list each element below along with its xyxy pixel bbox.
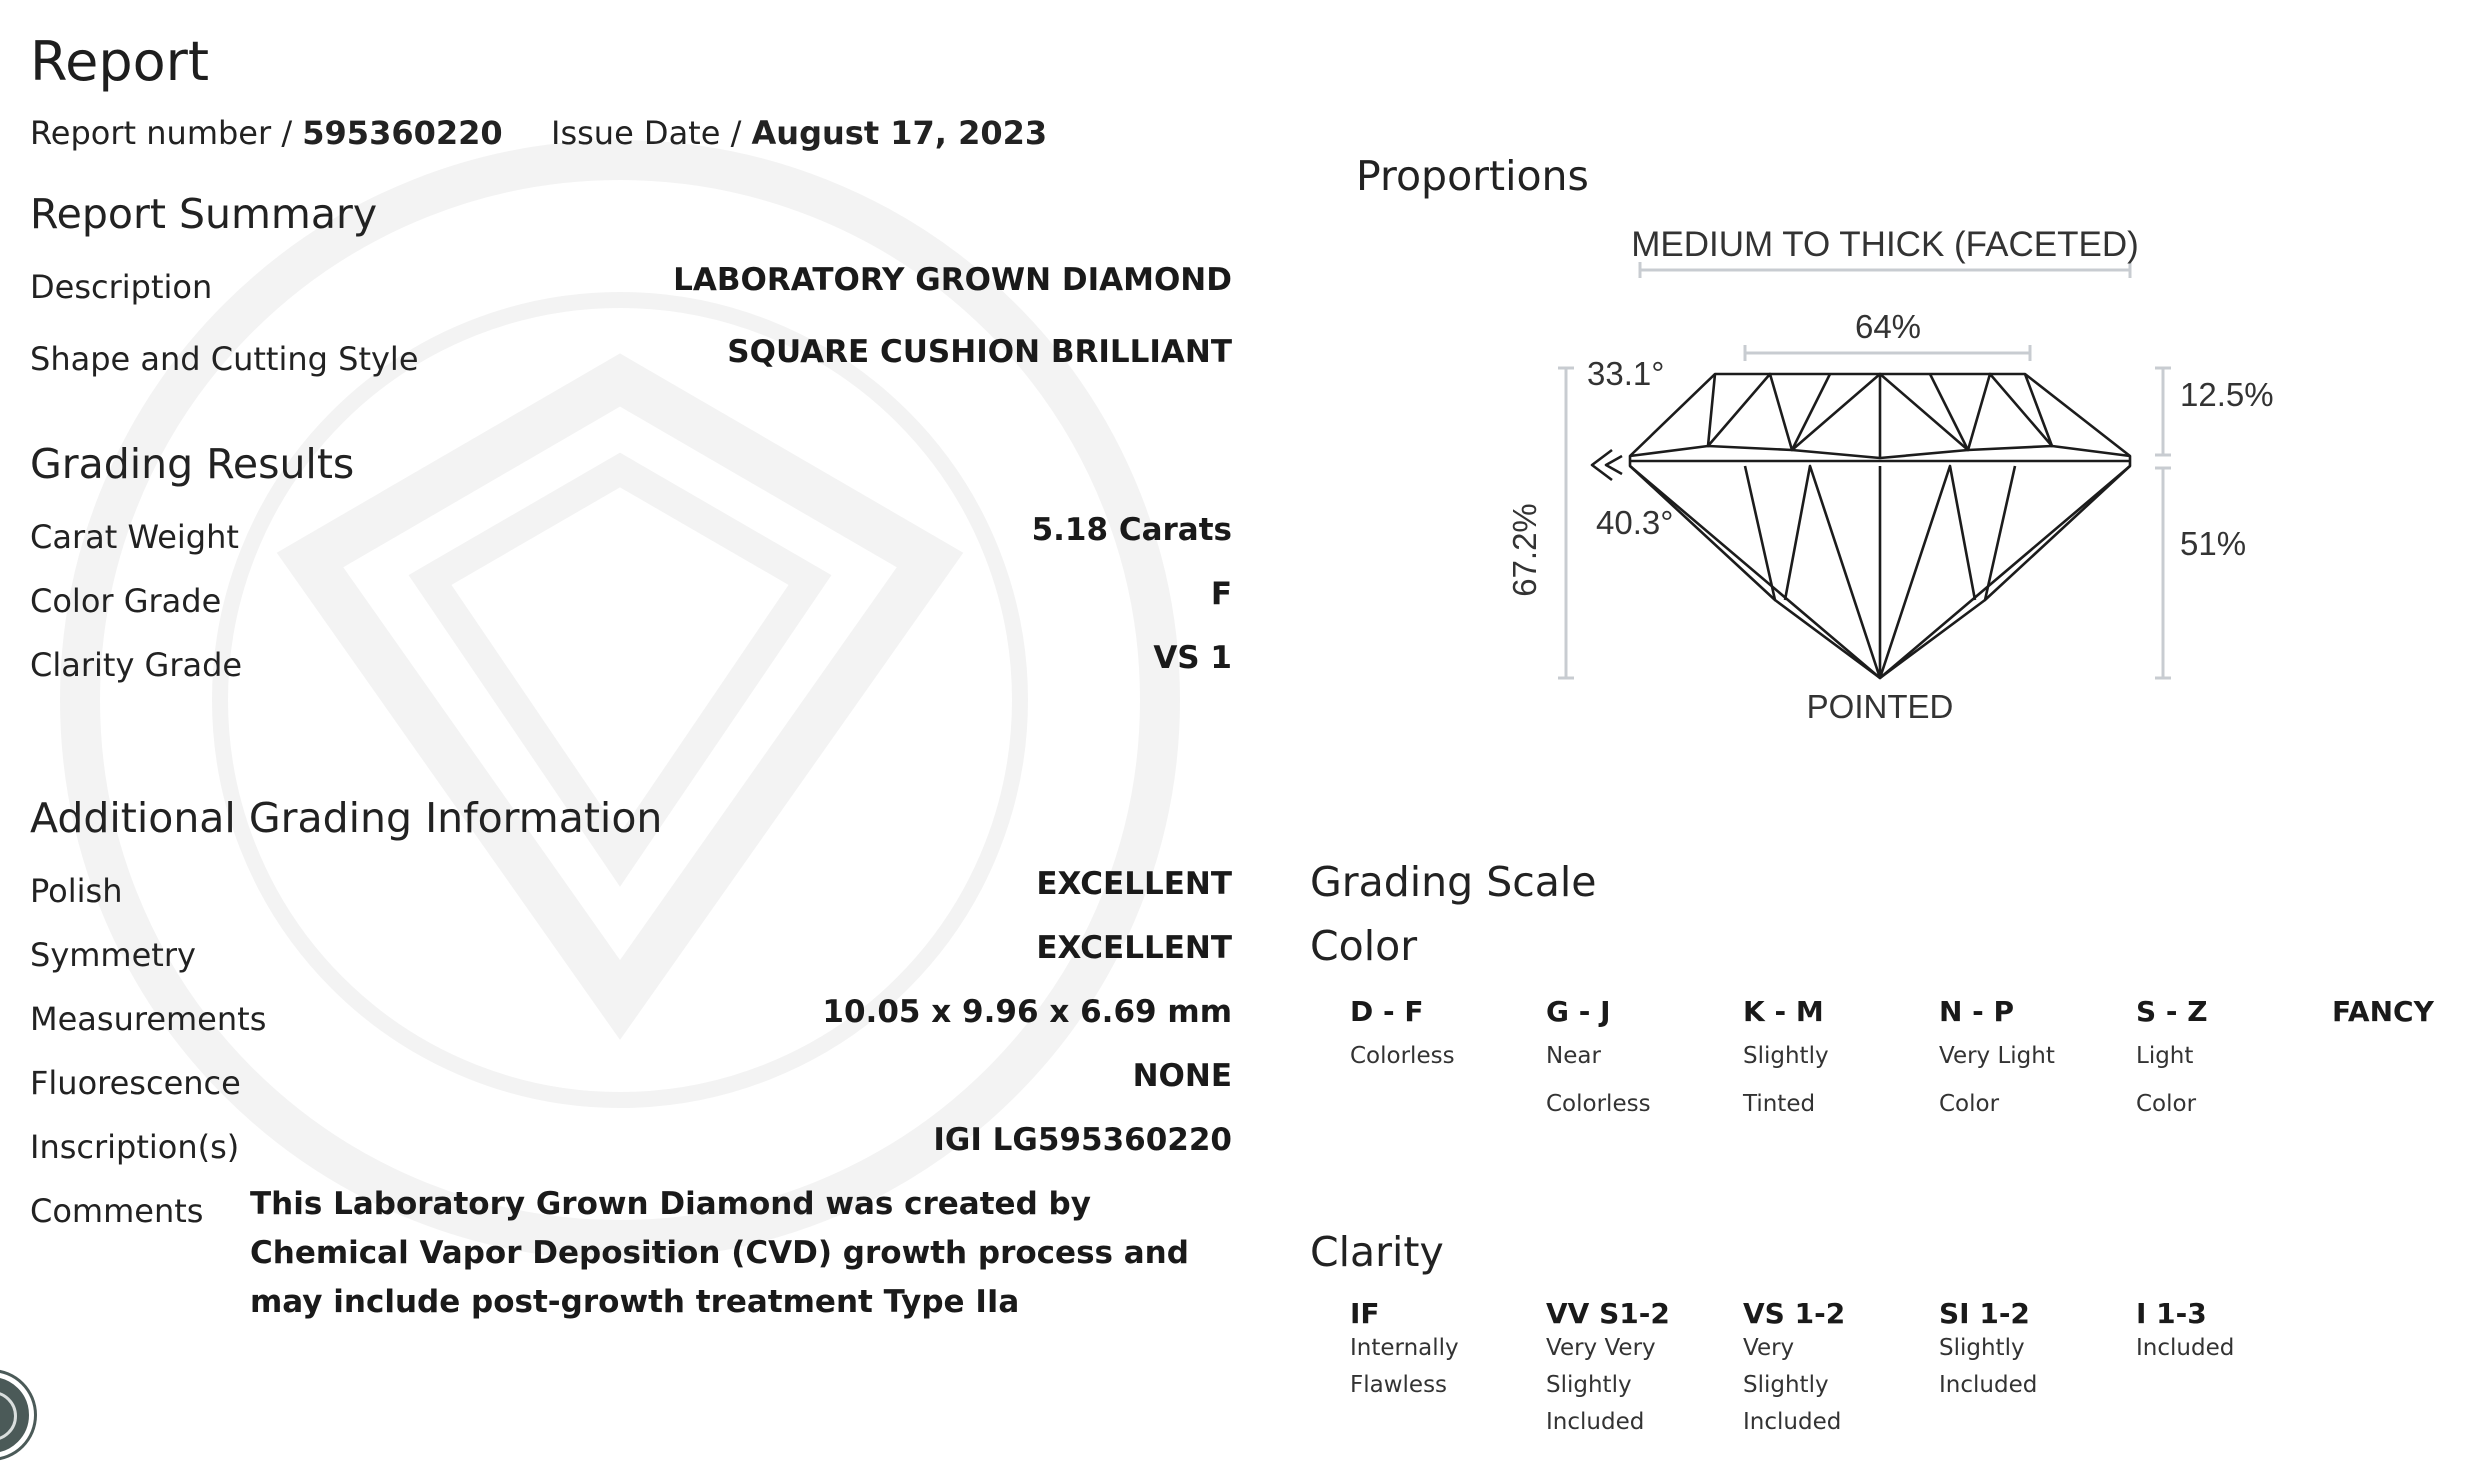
color-grade-fancy	[2332, 995, 2434, 1028]
color-grade-g-j	[1546, 995, 1651, 1128]
report-meta	[30, 114, 1047, 152]
girdle-label: MEDIUM TO THICK (FACETED)	[1631, 225, 2139, 264]
grade-description: Colorless	[1546, 1091, 1651, 1117]
clarity-scale-heading: Clarity	[1310, 1228, 1444, 1276]
color-grade-label: Color Grade	[30, 582, 222, 620]
polish-value: EXCELLENT	[1036, 866, 1232, 902]
measurements-value: 10.05 x 9.96 x 6.69 mm	[822, 994, 1232, 1030]
color-grade-d-f	[1350, 995, 1455, 1080]
clarity-grade-i	[2136, 1297, 2234, 1367]
total-depth: 67.2%	[1506, 503, 1543, 597]
chat-icon	[0, 1391, 17, 1441]
fluorescence-value: NONE	[1132, 1058, 1232, 1094]
culet-label: POINTED	[1806, 688, 1954, 725]
carat-weight-value: 5.18 Carats	[1031, 512, 1232, 548]
grade-description: Very Light	[1939, 1043, 2055, 1069]
color-grade-n-p	[1939, 995, 2055, 1128]
measurements-label: Measurements	[30, 1000, 267, 1038]
grade-code: IF	[1350, 1297, 1380, 1330]
grade-description: Color	[1939, 1091, 2000, 1117]
grade-description: Slightly	[1939, 1335, 2025, 1361]
shape-label: Shape and Cutting Style	[30, 340, 419, 378]
grade-code: SI 1-2	[1939, 1297, 2030, 1330]
chat-launcher-button[interactable]	[0, 1372, 34, 1458]
grade-description: Included	[2136, 1335, 2235, 1361]
clarity-grade-si	[1939, 1297, 2037, 1404]
inscription-value: IGI LG595360220	[933, 1122, 1232, 1158]
clarity-grade-vs	[1743, 1297, 1845, 1441]
report-summary-heading: Report Summary	[30, 190, 378, 238]
table-percent: 64%	[1854, 308, 1922, 345]
grade-code: FANCY	[2332, 995, 2434, 1028]
polish-label: Polish	[30, 872, 123, 910]
crown-height: 12.5%	[2180, 376, 2274, 413]
clarity-grade-value: VS 1	[1153, 640, 1232, 676]
grade-description: Very	[1743, 1335, 1795, 1361]
color-grade-k-m	[1743, 995, 1829, 1128]
grade-description: Included	[1546, 1409, 1645, 1435]
grade-description: Near	[1546, 1043, 1601, 1069]
symmetry-value: EXCELLENT	[1036, 930, 1232, 966]
pavilion-depth: 51%	[2180, 525, 2247, 562]
grade-description: Slightly	[1546, 1372, 1632, 1398]
grade-description: Slightly	[1743, 1372, 1829, 1398]
carat-weight-label: Carat Weight	[30, 518, 239, 556]
grade-description: Included	[1939, 1372, 2038, 1398]
grade-description: Internally	[1350, 1335, 1459, 1361]
grade-code: K - M	[1743, 995, 1824, 1028]
grade-code: I 1-3	[2136, 1297, 2207, 1330]
comments-value: This Laboratory Grown Diamond was created by Chemical Vapor Deposition (CVD) growth process and may include post-growth treatment Type IIa	[250, 1186, 1189, 1320]
grade-code: S - Z	[2136, 995, 2208, 1028]
grading-scale-heading: Grading Scale	[1310, 858, 1597, 906]
grade-code: VS 1-2	[1743, 1297, 1846, 1330]
grade-description: Tinted	[1743, 1091, 1816, 1117]
fluorescence-label: Fluorescence	[30, 1064, 241, 1102]
report-number: 595360220	[302, 114, 503, 152]
grade-description: Flawless	[1350, 1372, 1448, 1398]
grade-code: VV S1-2	[1546, 1297, 1670, 1330]
shape-value: SQUARE CUSHION BRILLIANT	[727, 334, 1232, 370]
grade-code: G - J	[1546, 995, 1611, 1028]
grade-description: Colorless	[1350, 1043, 1455, 1069]
grade-code: N - P	[1939, 995, 2015, 1028]
proportions-heading: Proportions	[1356, 152, 1589, 200]
grade-description: Light	[2136, 1043, 2194, 1069]
comments-label: Comments	[30, 1192, 204, 1230]
color-scale-heading: Color	[1310, 922, 1418, 970]
grade-description: Included	[1743, 1409, 1842, 1435]
clarity-grade-label: Clarity Grade	[30, 646, 243, 684]
report-number-label: Report number /	[30, 114, 293, 152]
color-grade-value: F	[1210, 576, 1232, 612]
grade-code: D - F	[1350, 995, 1424, 1028]
pavilion-angle: 40.3°	[1596, 504, 1674, 541]
grade-description: Slightly	[1743, 1043, 1829, 1069]
additional-info-heading: Additional Grading Information	[30, 794, 663, 842]
proportions-diagram	[1480, 210, 2340, 744]
inscription-label: Inscription(s)	[30, 1128, 240, 1166]
grading-results-heading: Grading Results	[30, 440, 355, 488]
symmetry-label: Symmetry	[30, 936, 196, 974]
crown-angle: 33.1°	[1587, 355, 1665, 392]
grade-description: Very Very	[1546, 1335, 1656, 1361]
issue-date: August 17, 2023	[751, 114, 1048, 152]
issue-date-label: Issue Date /	[551, 114, 742, 152]
description-label: Description	[30, 268, 213, 306]
clarity-grade-vvs	[1546, 1297, 1670, 1441]
color-grade-s-z	[2136, 995, 2208, 1128]
description-value: LABORATORY GROWN DIAMOND	[673, 262, 1232, 298]
clarity-grade-if	[1350, 1297, 1459, 1404]
grade-description: Color	[2136, 1091, 2197, 1117]
page-title: Report	[30, 30, 210, 93]
